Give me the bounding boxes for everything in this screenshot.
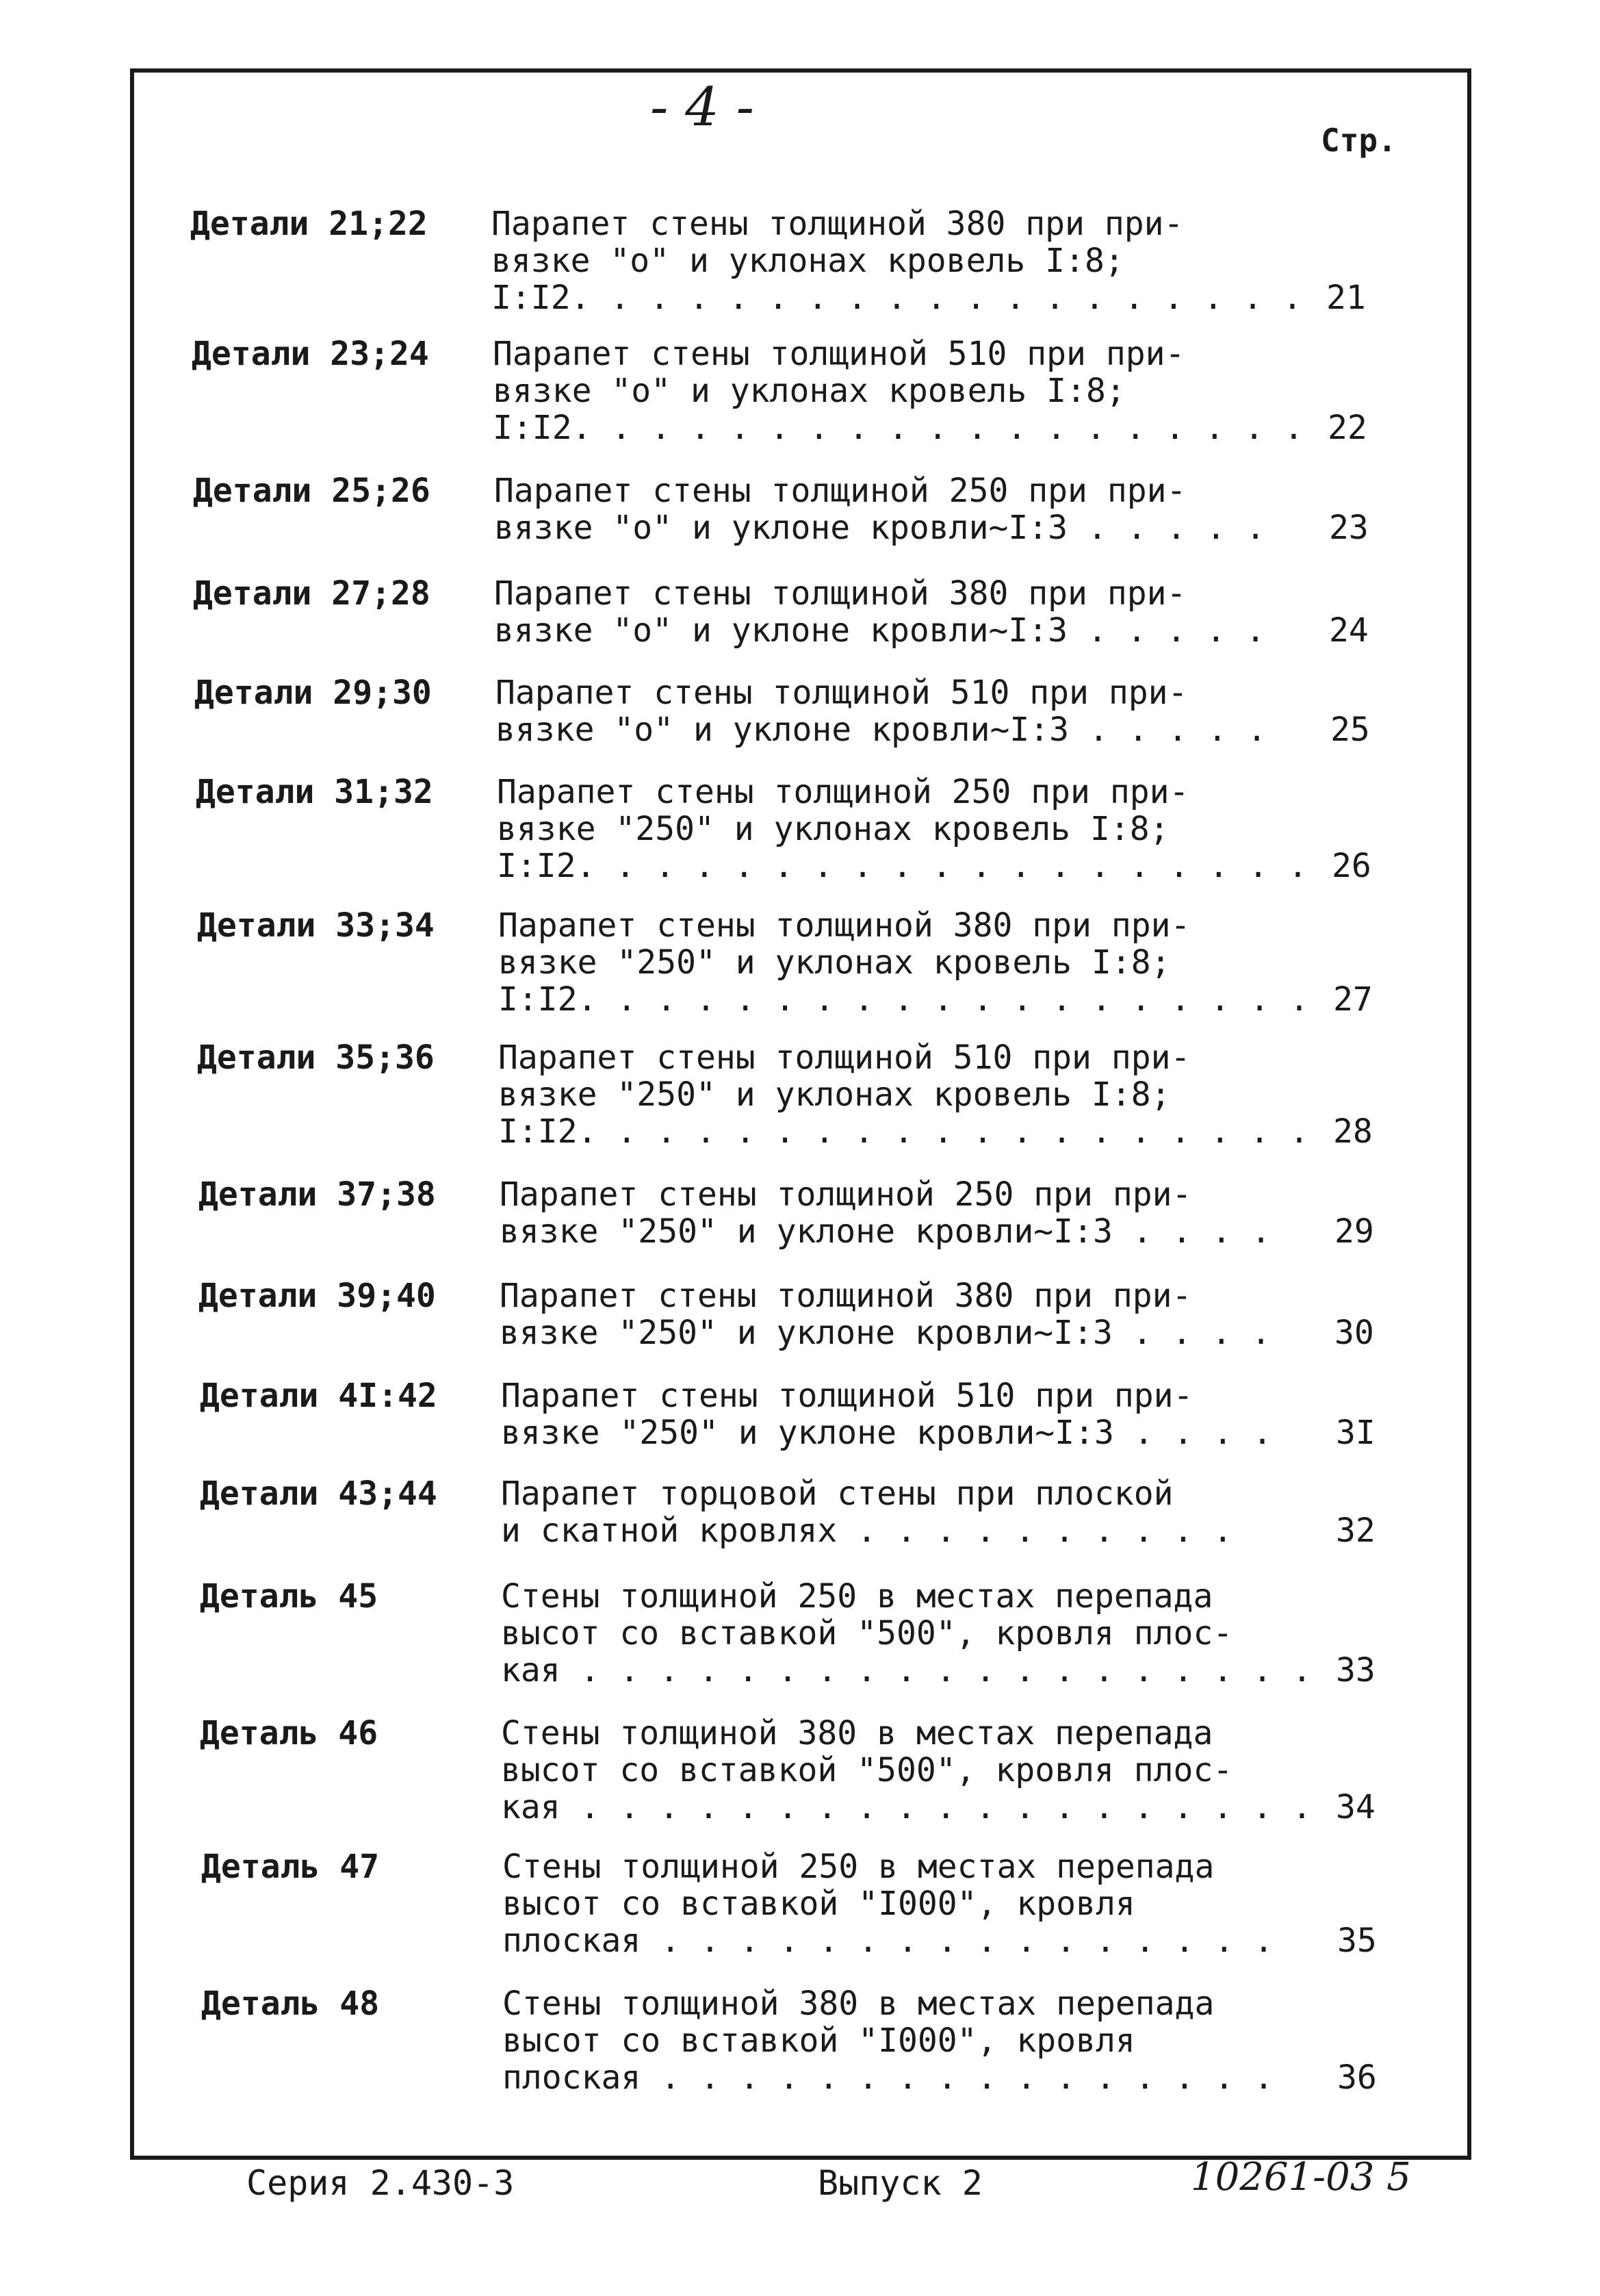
toc-entry-line: Парапет стены толщиной 380 при при-: [494, 574, 1187, 613]
toc-entry-label: Детали 23;24: [192, 335, 429, 373]
toc-entry-description: [501, 1578, 1336, 1689]
toc-entry-line: высот со вставкой "I000", кровля: [502, 1885, 1135, 1923]
toc-entry-line: Парапет торцовой стены при плоской: [501, 1475, 1174, 1513]
toc-entry-description: [497, 774, 1332, 884]
toc-entry-line: Парапет стены толщиной 250 при при-: [500, 1175, 1192, 1214]
toc-entry-line: вязке "250" и уклоне кровли~I:3 . . . .: [500, 1314, 1272, 1352]
toc-entry-line: I:I2. . . . . . . . . . . . . . . . . . .: [497, 847, 1308, 885]
toc-entry-line: вязке "о" и уклоне кровли~I:3 . . . . .: [495, 711, 1267, 749]
toc-entry-label: Деталь 45: [200, 1577, 378, 1616]
toc-entry-line: Парапет стены толщиной 510 при при-: [501, 1377, 1193, 1415]
toc-entry-line: кая . . . . . . . . . . . . . . . . . . .: [501, 1788, 1312, 1826]
toc-entry-label: Детали 31;32: [196, 773, 433, 811]
toc-entry-line: высот со вставкой "I000", кровля: [502, 2021, 1135, 2060]
toc-entry-line: Парапет стены толщиной 510 при при-: [498, 1038, 1191, 1077]
toc-entry-page: 22: [1328, 409, 1367, 447]
toc-entry-line: высот со вставкой "500", кровля плос-: [501, 1751, 1233, 1789]
toc-entry-page: 21: [1326, 279, 1366, 317]
toc-entry-page: 25: [1330, 711, 1370, 749]
toc-entry-page: 23: [1329, 509, 1369, 547]
toc-entry-line: вязке "о" и уклонах кровель I:8;: [491, 242, 1124, 280]
toc-entry-description: [500, 1277, 1334, 1351]
toc-entry-label: Деталь 46: [200, 1714, 378, 1752]
toc-entry-description: [498, 1039, 1333, 1150]
toc-entry-page: 27: [1333, 980, 1373, 1019]
toc-entry-page: 26: [1332, 847, 1371, 885]
toc-entry-description: [498, 907, 1333, 1018]
toc-entry-description: [501, 1715, 1336, 1826]
page-number: - 4 -: [650, 77, 754, 138]
page-column-heading: Стр.: [1321, 122, 1397, 159]
toc-entry-line: вязке "250" и уклонах кровель I:8;: [498, 1075, 1171, 1114]
toc-entry-description: [500, 1176, 1334, 1250]
toc-entry-line: вязке "250" и уклоне кровли~I:3 . . . .: [500, 1212, 1272, 1251]
toc-entry-label: Детали 27;28: [193, 574, 430, 613]
toc-entry-label: Детали 29;30: [194, 674, 432, 712]
toc-entry-description: [502, 1985, 1337, 2096]
toc-entry-label: Детали 33;34: [197, 906, 435, 945]
toc-entry-line: Парапет стены толщиной 510 при при-: [493, 335, 1185, 373]
toc-entry-line: вязке "250" и уклоне кровли~I:3 . . . .: [501, 1414, 1273, 1452]
toc-entry-label: Детали 37;38: [198, 1175, 436, 1214]
toc-entry-line: плоская . . . . . . . . . . . . . . . .: [502, 1922, 1274, 1960]
toc-entry-description: [502, 1848, 1337, 1959]
toc-entry-page: 32: [1336, 1511, 1376, 1550]
toc-entry-description: [501, 1377, 1336, 1451]
toc-entry-line: Стены толщиной 380 в местах перепада: [502, 1985, 1215, 2023]
issue-label: Выпуск 2: [818, 2163, 983, 2203]
toc-entry-line: I:I2. . . . . . . . . . . . . . . . . . .: [498, 980, 1309, 1019]
toc-entry-page: 28: [1333, 1112, 1373, 1151]
toc-entry-description: [494, 575, 1329, 649]
toc-entry-description: [491, 205, 1326, 316]
toc-entry-label: Деталь 47: [201, 1848, 380, 1886]
toc-entry-page: 36: [1337, 2058, 1377, 2097]
toc-entry-line: I:I2. . . . . . . . . . . . . . . . . . .: [493, 409, 1304, 447]
toc-entry-page: 35: [1337, 1922, 1377, 1960]
toc-entry-line: Парапет стены толщиной 250 при при-: [494, 472, 1187, 510]
document-code: 10261-03 5: [1191, 2155, 1411, 2199]
toc-entry-description: [501, 1475, 1336, 1549]
toc-entry-line: I:I2. . . . . . . . . . . . . . . . . . .: [491, 279, 1302, 317]
toc-entry-line: плоская . . . . . . . . . . . . . . . .: [502, 2058, 1274, 2097]
series-label: Серия 2.430-3: [246, 2163, 515, 2203]
toc-entry-line: вязке "250" и уклонах кровель I:8;: [498, 943, 1171, 982]
toc-entry-line: кая . . . . . . . . . . . . . . . . . . .: [501, 1651, 1312, 1689]
toc-entry-line: I:I2. . . . . . . . . . . . . . . . . . .: [498, 1112, 1309, 1151]
toc-entry-line: вязке "о" и уклоне кровли~I:3 . . . . .: [494, 611, 1266, 650]
toc-entry-label: Детали 25;26: [193, 472, 430, 510]
toc-entry-line: вязке "о" и уклонах кровель I:8;: [493, 372, 1126, 410]
toc-entry-label: Детали 4I:42: [200, 1377, 437, 1415]
toc-entry-page: 3I: [1336, 1414, 1376, 1452]
toc-entry-page: 34: [1336, 1788, 1376, 1826]
toc-entry-description: [495, 674, 1330, 748]
toc-entry-page: 29: [1334, 1212, 1374, 1251]
toc-entry-page: 30: [1334, 1314, 1374, 1352]
toc-entry-line: Стены толщиной 250 в местах перепада: [501, 1577, 1213, 1616]
toc-entry-line: Парапет стены толщиной 250 при при-: [497, 773, 1189, 811]
toc-entry-line: вязке "250" и уклонах кровель I:8;: [497, 810, 1170, 848]
toc-entry-line: вязке "о" и уклоне кровли~I:3 . . . . .: [494, 509, 1266, 547]
toc-entry-line: Парапет стены толщиной 510 при при-: [495, 674, 1188, 712]
toc-entry-label: Детали 35;36: [197, 1038, 435, 1077]
toc-entry-line: Стены толщиной 380 в местах перепада: [501, 1714, 1213, 1752]
toc-entry-description: [493, 335, 1328, 446]
toc-entry-label: Деталь 48: [201, 1985, 380, 2023]
toc-entry-line: Парапет стены толщиной 380 при при-: [498, 906, 1191, 945]
toc-entry-line: высот со вставкой "500", кровля плос-: [501, 1614, 1233, 1653]
toc-entry-label: Детали 21;22: [190, 205, 428, 243]
toc-entry-page: 24: [1329, 611, 1369, 650]
toc-entry-label: Детали 43;44: [200, 1475, 437, 1513]
toc-entry-line: Стены толщиной 250 в местах перепада: [502, 1848, 1215, 1886]
toc-entry-description: [494, 472, 1329, 546]
toc-entry-line: и скатной кровлях . . . . . . . . . .: [501, 1511, 1233, 1550]
toc-entry-page: 33: [1336, 1651, 1376, 1689]
toc-entry-label: Детали 39;40: [198, 1277, 436, 1315]
toc-entry-line: Парапет стены толщиной 380 при при-: [491, 205, 1184, 243]
toc-entry-line: Парапет стены толщиной 380 при при-: [500, 1277, 1192, 1315]
